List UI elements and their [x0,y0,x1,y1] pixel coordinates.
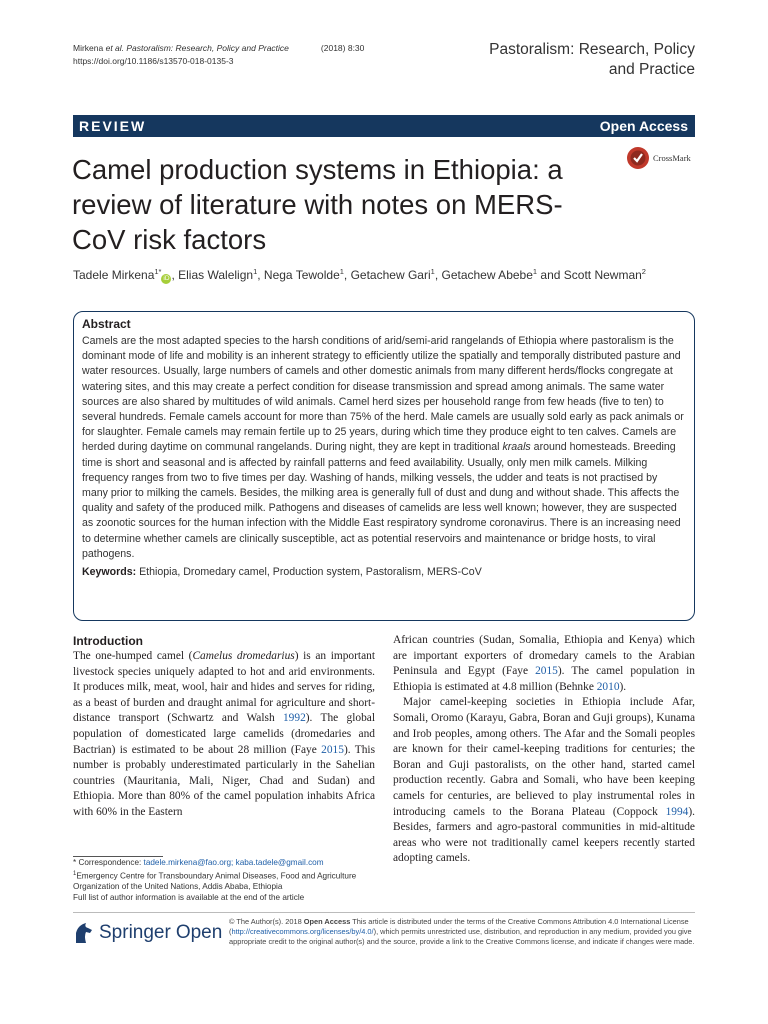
author-info-note: Full list of author information is available at the end of the article [73,892,305,902]
citation-link[interactable]: 1992 [282,712,306,725]
author[interactable]: Elias Walelign [178,268,254,282]
section-heading-introduction: Introduction [73,634,143,648]
citation-line: Mirkena et al. Pastoralism: Research, Policy and Practice (2018) 8:30 [73,43,365,53]
author[interactable]: Getachew Abebe [441,268,533,282]
publisher-name: Springer [99,922,171,943]
keywords: Keywords: Ethiopia, Dromedary camel, Production system, Pastoralism, MERS-CoV [82,566,482,579]
license-text: © The Author(s). 2018 Open Access This article is distributed under the terms of the Creative Commons Attribution 4.0 International License (http://creativecommons.org/licenses/by/4.0/), which permits unrestricted use, distribution, and reproduction in any medium, provided you give appropriate credit to the original author(s) and the source, provide a link to the Creative Commons license, and indicate if changes were made. [229,917,695,946]
orcid-icon[interactable]: iD [163,275,170,282]
body-column-left [73,633,375,821]
paragraph: Major camel-keeping societies in Ethiopia include Afar, Somali, Oromo (Karayu, Gabra, Boran and Guji groups), Kunama and Irob peoples, among others. The Afar and the Somali peoples are known for their camel-keeping traditions for centuries; the Boran and Guji pastoralists, on the other hand, started camel production recently. Gabra and Somali, who have been keeping camels for centuries, are believed to play instrumental roles in introducing camels to the Borana Plateau (Coppock 1994). Besides, farmers and agro-pastoral communities in mid-altitude areas who were not traditionally camel keepers recently started adopting camels. [393,696,695,865]
open-access-label: Open Access [599,118,688,134]
correspondence: * Correspondence: tadele.mirkena@fao.org; kaba.tadele@gmail.com [73,858,324,867]
license-link[interactable]: http://creativecommons.org/licenses/by/4.0/ [231,926,374,936]
abstract-heading: Abstract [82,317,131,331]
doi-link[interactable]: https://doi.org/10.1186/s13570-018-0135-3 [73,56,234,66]
abstract-box [73,311,695,621]
citation-link[interactable]: 2015 [535,665,558,678]
footnotes [73,858,378,903]
crossmark-icon [626,146,650,170]
citation-link[interactable]: 2010 [596,680,620,693]
author[interactable]: Tadele Mirkena [73,268,155,282]
body-column-right [393,633,695,867]
citation-link[interactable]: 1994 [665,805,689,818]
journal-name: Pastoralism: Research, Policy and Practice [489,41,695,78]
email-link[interactable]: tadele.mirkena@fao.org; kaba.tadele@gmail.com [143,858,324,867]
author[interactable]: Nega Tewolde [263,268,340,282]
paragraph: The one-humped camel (Camelus dromedarius) is an important livestock species uniquely adapted to hot and arid environments. It produces milk, meat, wool, hair and hides and serves for riding, as a beast of burden and draught animal for agriculture and short-distance transport (Schwartz and Walsh 1992). The global population of domesticated large camelids (dromedaries and Bactrian) is estimated to be about 28 million (Faye 2015). This number is probably underestimated particularly in the Sahelian countries (Mauritania, Mali, Niger, Chad and Sudan) and Ethiopia. More than 80% of the camel population inhabits Africa with 60% in the Eastern [73,650,376,818]
author[interactable]: Getachew Gari [350,268,431,282]
author-list: Tadele Mirkena$^{1*}$iD , Elias Walelign$^1$, Nega Tewolde$^1$, Getachew Gari$^1$, Getachew Abebe$^1$ and Scott Newman$^2$ [73,267,646,282]
article-title: Camel production systems in Ethiopia: a review of literature with notes on MERS-CoV risk factors [72,154,563,255]
running-header [73,42,364,68]
citation-link[interactable]: 2015 [321,743,344,756]
author[interactable]: Scott Newman [563,268,642,282]
article-type-label: REVIEW [79,118,147,134]
footer-divider [73,912,695,913]
springer-horse-icon [73,921,95,945]
crossmark-label: CrossMark [653,153,691,163]
crossmark-badge[interactable] [626,146,691,170]
publisher-open: Open [175,922,223,943]
article-type-bar [73,115,695,137]
footnote-divider [73,856,163,857]
abstract-text: Camels are the most adapted species to the harsh conditions of arid/semi-arid rangelands of Ethiopia where pastoralism is the dominant mode of life and mobility is an inherent strategy to efficiently utilize the spatially and temporally distributed pasture and water resources. Usually, large numbers of camels and other domestic animals from many different herds/flocks congregate at watering sites, and this may create a perfect condition for disease transmission and spread among animals. The same water sources are also shared by multitudes of wild animals. Camel herd sizes per household range from few heads (five to ten) to several hundreds. Female camels account for more than 75% of the herd. Male camels are usually sold early as pack animals or for slaughter. Female camels may remain fertile up to 25 years, during which time they produce eight to ten calves. Camels are herded during daytime on communal rangelands. During night, they are kept in traditional kraals around homesteads. Breeding time is short and seasonal and is affected by rainfall patterns and feed availability. Usually, only men milk camels. Milking frequency ranges from two to five times per day. Washing of hands, milking vessels, the udder and teats is not practised by many prior to milking the camels. Besides, the milking area is generally full of dust and dung and without shade. This affects the quality and safety of the produced milk. Pathogens and diseases of camelids are less well known; however, they are suspected as zoonotic sources for the human infection with the Middle East respiratory syndrome coronavirus. There is an increasing need to determine whether camels are clinically susceptible, act as potential reservoirs and maintenance or bridge hosts, to viral pathogens. [82,335,684,560]
affiliation: $^1$Emergency Centre for Transboundary Animal Diseases, Food and Agriculture Organization of the United Nations, Addis Ababa, Ethiopia [73,870,357,891]
paragraph: African countries (Sudan, Somalia, Ethiopia and Kenya) which are important exporters of dromedary camels to the Arabian Peninsula and Egypt (Faye 2015). The camel population in Ethiopia is estimated at 4.8 million (Behnke 2010). [393,634,695,693]
springer-open-logo [73,921,222,945]
